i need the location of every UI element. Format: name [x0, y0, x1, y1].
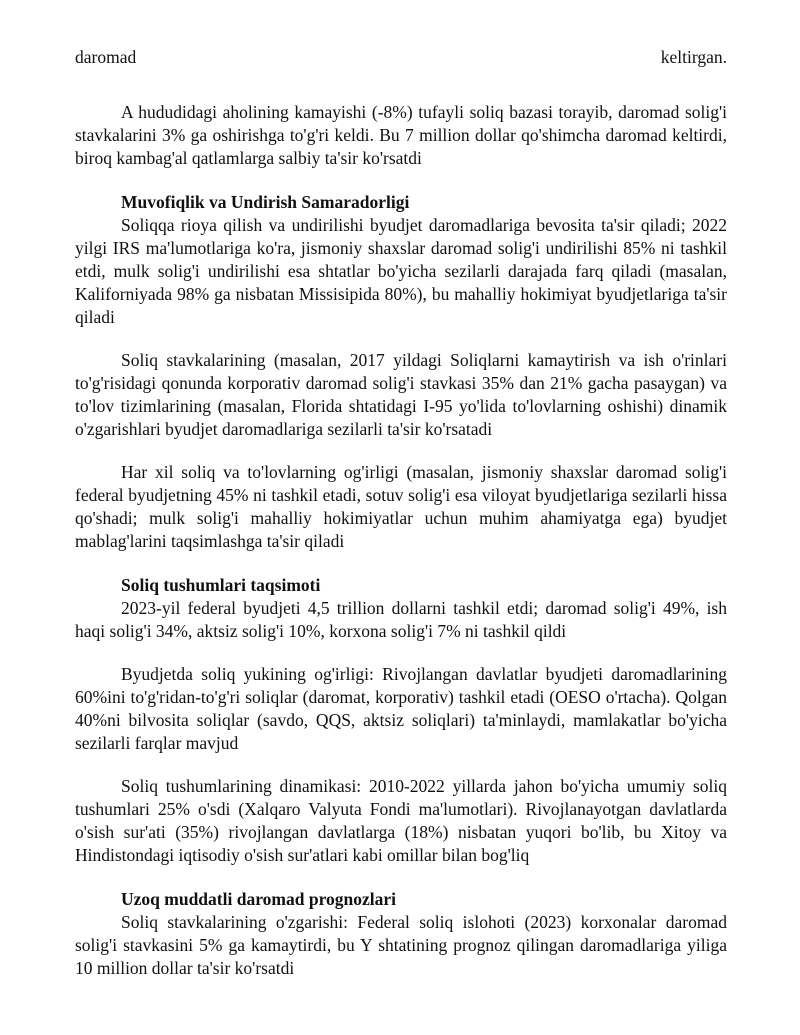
paragraph-tax-weight: Har xil soliq va to'lovlarning og'irligi (masalan, jismoniy shaxslar daromad solig'i federal byudjetning 45% ni tashkil etadi, sotuv solig'i esa viloyat byudjetlariga sezilarli hissa qo'shadi; mulk solig'i mahalliy hokimiyatlar uchun muhim ahamiyatga ega) byudjet mablag'larini taqsimlashga ta'sir qiladi	[75, 462, 727, 551]
paragraph-rate-change-forecast: Soliq stavkalarining o'zgarishi: Federal soliq islohoti (2023) korxonalar daromad solig'i stavkasini 5% ga kamaytirdi, bu Y shtatining prognoz qilingan daromadlariga yiliga 10 million dollar ta'sir ko'rsatdi	[75, 912, 727, 978]
document-body	[75, 101, 727, 980]
heading-revenue-distribution: Soliq tushumlari taqsimoti	[121, 575, 321, 595]
paragraph-compliance: Soliqqa rioya qilish va undirilishi byudjet daromadlariga bevosita ta'sir qiladi; 2022 yilgi IRS ma'lumotlariga ko'ra, jismoniy shaxslar daromad solig'i undirilishi 85% ni tashkil etdi, mulk solig'i undirilishi esa shtatlar bo'yicha sezilarli darajada farq qiladi (masalan, Kaliforniyada 98% ga nisbatan Missisipida 80%), bu mahalliy hokimiyat byudjetlariga ta'sir qiladi	[75, 215, 727, 327]
paragraph-federal-budget-2023: 2023-yil federal byudjeti 4,5 trillion dollarni tashkil etdi; daromad solig'i 49%, ish haqi solig'i 34%, aktsiz solig'i 10%, korxona solig'i 7% ni tashkil qildi	[75, 598, 727, 641]
continuation-right-word: keltirgan.	[660, 47, 727, 67]
paragraph-tax-rate-changes: Soliq stavkalarining (masalan, 2017 yildagi Soliqlarni kamaytirish va ish o'rinlari to'g'risidagi qonunda korporativ daromad solig'i stavkasi 35% dan 21% gacha pasaygan) va to'lov tizimlarining (masalan, Florida shtatidagi I-95 yo'lida to'lovlarning oshishi) dinamik o'zgarishlari byudjet daromadlariga sezilarli ta'sir ko'rsatadi	[75, 350, 727, 439]
heading-long-term-forecast: Uzoq muddatli daromad prognozlari	[121, 889, 397, 909]
heading-compliance: Muvofiqlik va Undirish Samaradorligi	[121, 192, 410, 212]
paragraph-tax-burden: Byudjetda soliq yukining og'irligi: Rivojlangan davlatlar byudjeti daromadlarining 60%ini to'g'ridan-to'g'ri soliqlar (daromat, korporativ) tashkil etadi (OESO o'rtacha). Qolgan 40%ni bilvosita soliqlar (savdo, QQS, aktsiz soliqlari) ta'minlaydi, mamlakatlar bo'yicha sezilarli farqlar mavjud	[75, 664, 727, 753]
paragraph-revenue-dynamics: Soliq tushumlarining dinamikasi: 2010-2022 yillarda jahon bo'yicha umumiy soliq tushumlari 25% o'sdi (Xalqaro Valyuta Fondi ma'lumotlari). Rivojlanayotgan davlatlarda o'sish sur'ati (35%) rivojlangan davlatlarga (18%) nisbatan yuqori bo'lib, bu Xitoy va Hindistondagi iqtisodiy o'sish sur'atlari kabi omillar bilan bog'liq	[75, 776, 727, 865]
continuation-line	[75, 46, 727, 69]
continuation-left-word: daromad	[75, 47, 137, 67]
paragraph-population-decline: A hududidagi aholining kamayishi (-8%) tufayli soliq bazasi torayib, daromad solig'i stavkalarini 3% ga oshirishga to'g'ri keldi. Bu 7 million dollar qo'shimcha daromad keltirdi, biroq kambag'al qatlamlarga salbiy ta'sir ko'rsatdi	[75, 102, 727, 168]
